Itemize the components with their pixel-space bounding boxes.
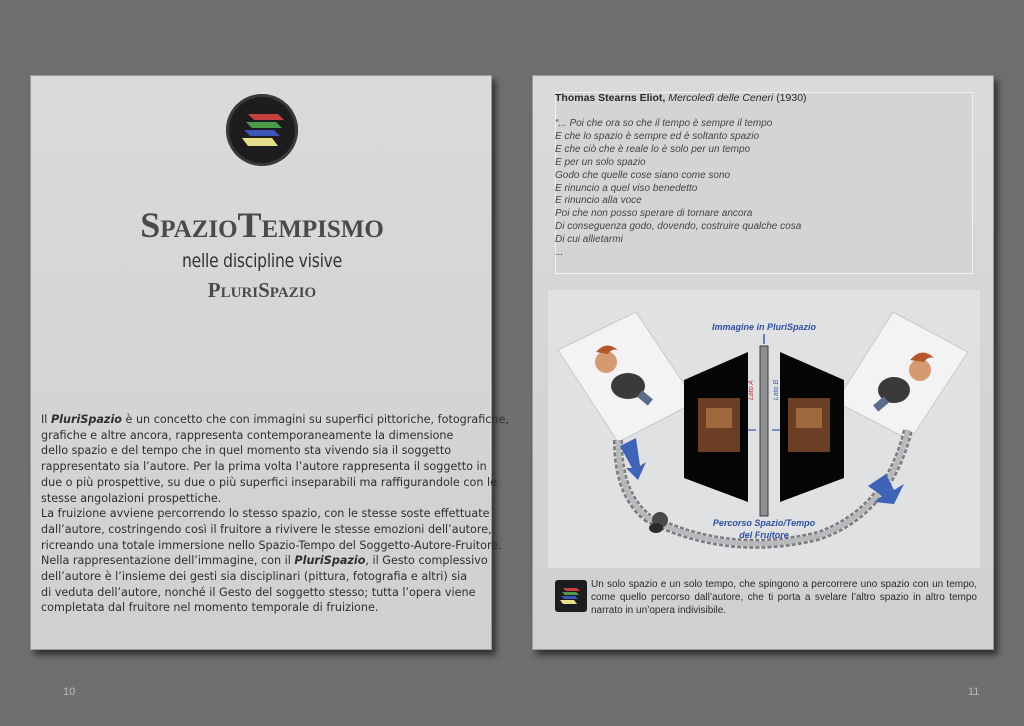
body-line: dell’autore è l’insieme dei gesti sia disciplinari (pittura, fotografia e altri) sia	[41, 570, 468, 584]
poem-text	[555, 118, 801, 260]
body-line: grafiche e altre ancora, rappresenta contemporaneamente la dimensione	[41, 428, 454, 442]
plurispazio-diagram	[548, 290, 980, 568]
poem-line: E che ciò che è reale lo è solo per un tempo	[555, 143, 751, 155]
page-number-left: 10	[63, 686, 76, 698]
body-line: di veduta dell’autore, nonché il Gesto del soggetto stesso; tutta l’opera viene	[41, 585, 476, 599]
path-label-2: del Fruitore	[739, 530, 789, 540]
poem-line: Di cui allietarmi	[555, 234, 623, 246]
body-line: rappresentato sia l’autore. Per la prima volta l’autore rappresenta il soggetto in	[41, 460, 487, 474]
page-number-right: 11	[968, 686, 980, 698]
side-b-label: Lato B	[773, 379, 780, 401]
right-page	[532, 75, 994, 650]
page-subtitle-2: PluriSpazio	[207, 278, 317, 302]
body-line: due o più prospettive, su due o più superfici inseparabili ma raffigurandole con le	[41, 475, 497, 489]
right-figure-card	[836, 312, 968, 440]
poem-line: ...	[555, 247, 564, 259]
poem-line: Poi che non posso sperare di tornare ancora	[555, 208, 753, 220]
body-line: dello spazio e del tempo che in quel momento sta vivendo sia il soggetto	[41, 444, 452, 458]
poem-line: Di conseguenza godo, dovendo, costruire qualche cosa	[555, 221, 802, 233]
poem-line: E per un solo spazio	[555, 156, 646, 168]
poem-line: “... Poi che ora so che il tempo è sempre il tempo	[555, 118, 773, 129]
body-text	[41, 412, 509, 616]
diagram-top-label: Immagine in PluriSpazio	[711, 322, 817, 332]
logo-icon	[226, 94, 298, 166]
body-line: ricreando una totale immersione nello Spazio-Tempo del Soggetto-Autore-Fruitore.	[41, 538, 502, 552]
body-line: stesse angolazioni prospettiche.	[41, 491, 222, 505]
path-label-1: Percorso Spazio/Tempo	[712, 518, 816, 528]
body-line: La fruizione avviene percorrendo lo stesso spazio, con le stesse soste effettuate	[41, 507, 490, 521]
side-a-label: Lato A	[748, 380, 755, 400]
poem-line: Godo che quelle cose siano come sono	[555, 169, 731, 181]
left-page	[30, 75, 509, 650]
poem-line: E che lo spazio è sempre ed è soltanto spazio	[555, 130, 760, 142]
page-title: SpazioTempismo	[140, 205, 384, 245]
poem-line: E rinuncio alla voce	[555, 195, 642, 207]
page-subtitle: nelle discipline visive	[181, 250, 342, 272]
poem-line: E rinuncio a quel viso benedetto	[555, 182, 698, 194]
body-line: Il PluriSpazio è un concetto che con immagini su superfici pittoriche, fotografiche,	[41, 413, 509, 426]
logo-small-icon	[555, 580, 587, 612]
body-line: Nella rappresentazione dell’immagine, con il PluriSpazio, il Gesto complessivo	[41, 554, 488, 568]
poem-heading: Thomas Stearns Eliot, Mercoledì delle Ceneri (1930)	[555, 92, 807, 104]
left-figure-card	[558, 312, 696, 442]
diagram-caption: Un solo spazio e un solo tempo, che spingono a percorrere uno spazio con un tempo, come quello percorso dall’autore, che ti porta a svelare l’altro spazio in altro tempo narrato in un’opera indivisibile.	[591, 579, 977, 616]
body-line: completata dal fruitore nel momento temporale di fruizione.	[41, 601, 379, 615]
body-line: dall’autore, costringendo così il fruitore a rivivere le stesse emozioni dell’autore,	[41, 522, 492, 536]
